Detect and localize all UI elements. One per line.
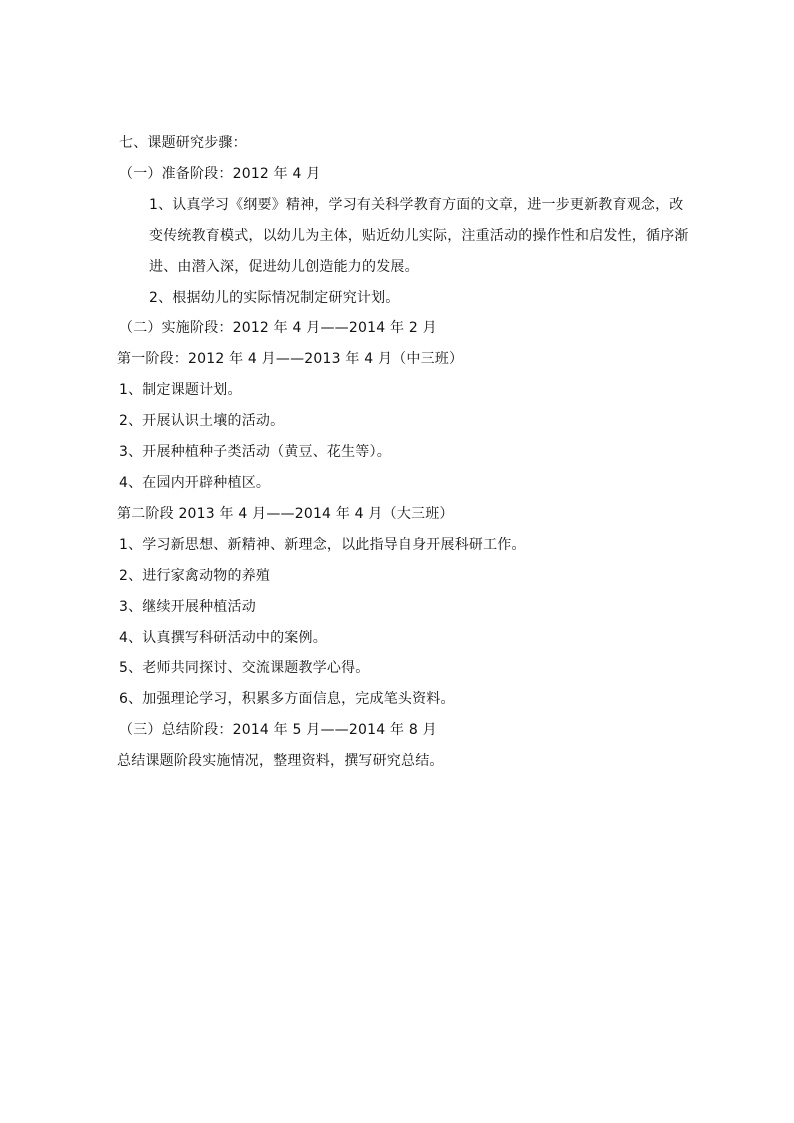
phase-one-item-2: 2、开展认识土壤的活动。 <box>119 413 285 430</box>
phase-two-item-5: 5、老师共同探讨、交流课题教学心得。 <box>119 660 370 677</box>
implementation-stage-title: （二）实施阶段：2012 年 4 月——2014 年 2 月 <box>119 320 437 337</box>
document-body <box>119 128 694 777</box>
phase-one-title: 第一阶段：2012 年 4 月——2013 年 4 月（中三班） <box>117 351 464 368</box>
phase-two-item-6: 6、加强理论学习，积累多方面信息，完成笔头资料。 <box>119 691 455 708</box>
summary-stage-title: （三）总结阶段：2014 年 5 月——2014 年 8 月 <box>119 722 437 739</box>
phase-one-item-4: 4、在园内开辟种植区。 <box>119 474 271 491</box>
phase-two-item-3: 3、继续开展种植活动 <box>119 598 256 615</box>
phase-two-title: 第二阶段 2013 年 4 月——2014 年 4 月（大三班） <box>117 505 454 522</box>
phase-two-item-2: 2、进行家禽动物的养殖 <box>119 567 271 584</box>
prep-item-1: 1、认真学习《纲要》精神，学习有关科学教育方面的文章，进一步更新教育观念，改变传统教育模式，以幼儿为主体，贴近幼儿实际，注重活动的操作性和启发性，循序渐进、由潜入深，促进幼儿创造能力的发展。 <box>149 196 689 275</box>
prep-stage-title: （一）准备阶段：2012 年 4 月 <box>119 165 321 182</box>
phase-one-item-1: 1、制定课题计划。 <box>119 382 242 399</box>
phase-one-item-3: 3、开展种植种子类活动（黄豆、花生等）。 <box>119 444 391 461</box>
phase-two-item-1: 1、学习新思想、新精神、新理念，以此指导自身开展科研工作。 <box>119 536 526 553</box>
section-heading: 七、课题研究步骤： <box>119 135 247 151</box>
summary-text: 总结课题阶段实施情况，整理资料，撰写研究总结。 <box>117 753 444 770</box>
prep-item-2: 2、根据幼儿的实际情况制定研究计划。 <box>149 289 400 306</box>
phase-two-item-4: 4、认真撰写科研活动中的案例。 <box>119 629 327 646</box>
